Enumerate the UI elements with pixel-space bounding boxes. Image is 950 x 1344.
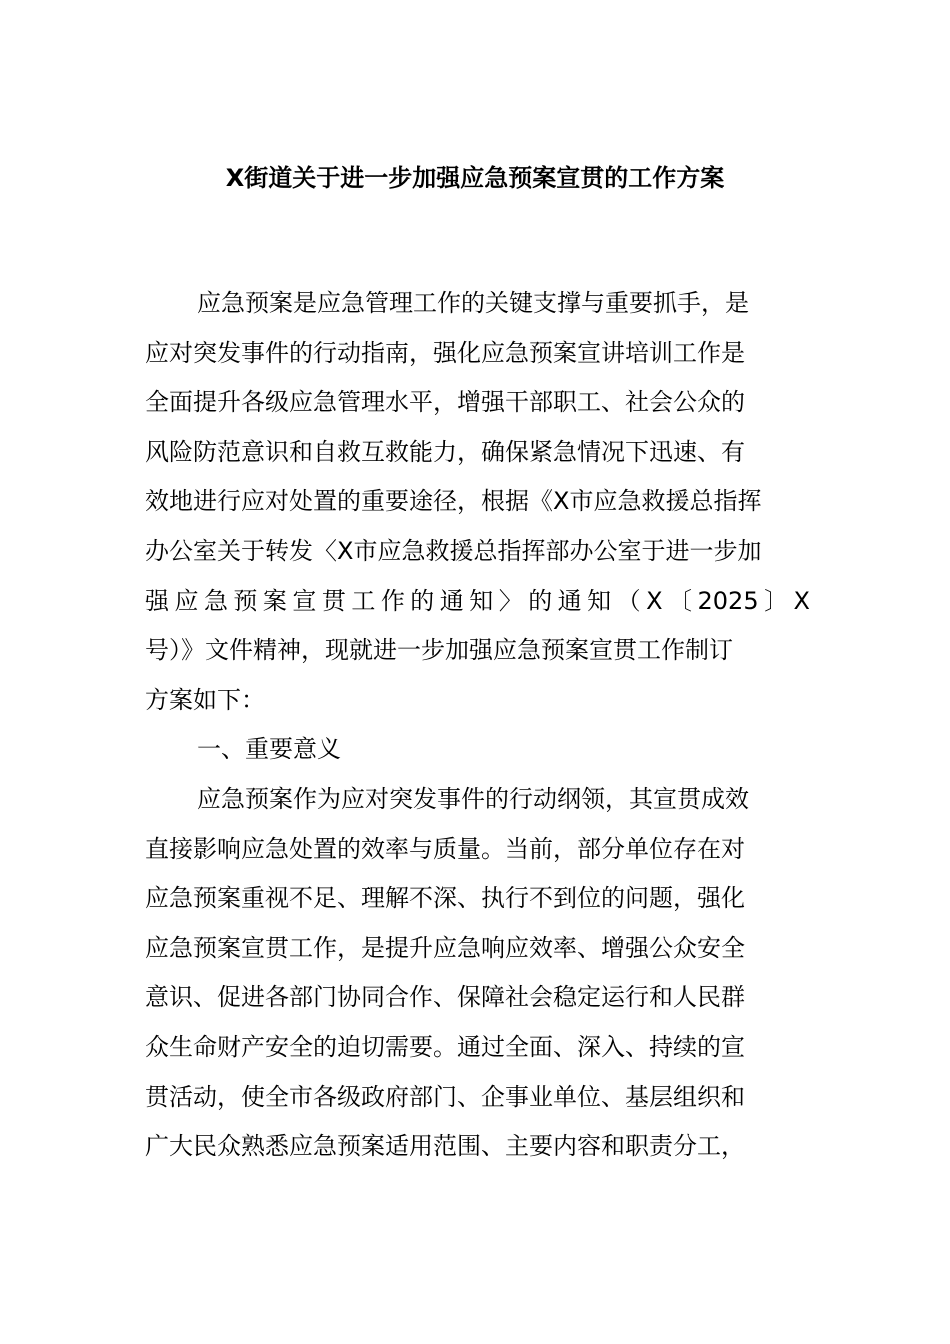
paragraph-line: 应急预案作为应对突发事件的行动纲领，其宣贯成效 [197,784,749,813]
paragraph-line: 应急预案重视不足、理解不深、执行不到位的问题，强化 [145,884,745,913]
document-title: X街道关于进一步加强应急预案宣贯的工作方案 [225,164,725,192]
paragraph-line: 直接影响应急处置的效率与质量。当前，部分单位存在对 [145,834,745,863]
paragraph-line: 应对突发事件的行动指南，强化应急预案宣讲培训工作是 [145,338,745,367]
paragraph-line: 应急预案宣贯工作，是提升应急响应效率、增强公众安全 [145,933,745,962]
paragraph-line: 贯活动，使全市各级政府部门、企事业单位、基层组织和 [145,1082,745,1111]
paragraph-line: 众生命财产安全的迫切需要。通过全面、深入、持续的宣 [145,1032,745,1061]
paragraph-line: 效地进行应对处置的重要途径，根据《X市应急救援总指挥 [145,487,762,516]
paragraph-line: 办公室关于转发〈X市应急救援总指挥部办公室于进一步加 [145,536,762,565]
document-body [145,279,810,1172]
paragraph-line: 广大民众熟悉应急预案适用范围、主要内容和职责分工， [145,1132,745,1161]
paragraph-line: 全面提升各级应急管理水平，增强干部职工、社会公众的 [145,388,745,417]
paragraph-line: 应急预案是应急管理工作的关键支撑与重要抓手，是 [197,289,749,317]
paragraph-line: 号）》文件精神，现就进一步加强应急预案宣贯工作制订 [145,636,733,665]
paragraph-line: 方案如下： [145,685,265,714]
paragraph-line: 强应急预案宣贯工作的通知〉的通知（X〔2025〕X [145,586,810,615]
paragraph-line: 意识、促进各部门协同合作、保障社会稳定运行和人民群 [145,983,745,1012]
paragraph-line: 风险防范意识和自救互救能力，确保紧急情况下迅速、有 [145,437,745,466]
section-heading: 一、重要意义 [197,735,341,764]
